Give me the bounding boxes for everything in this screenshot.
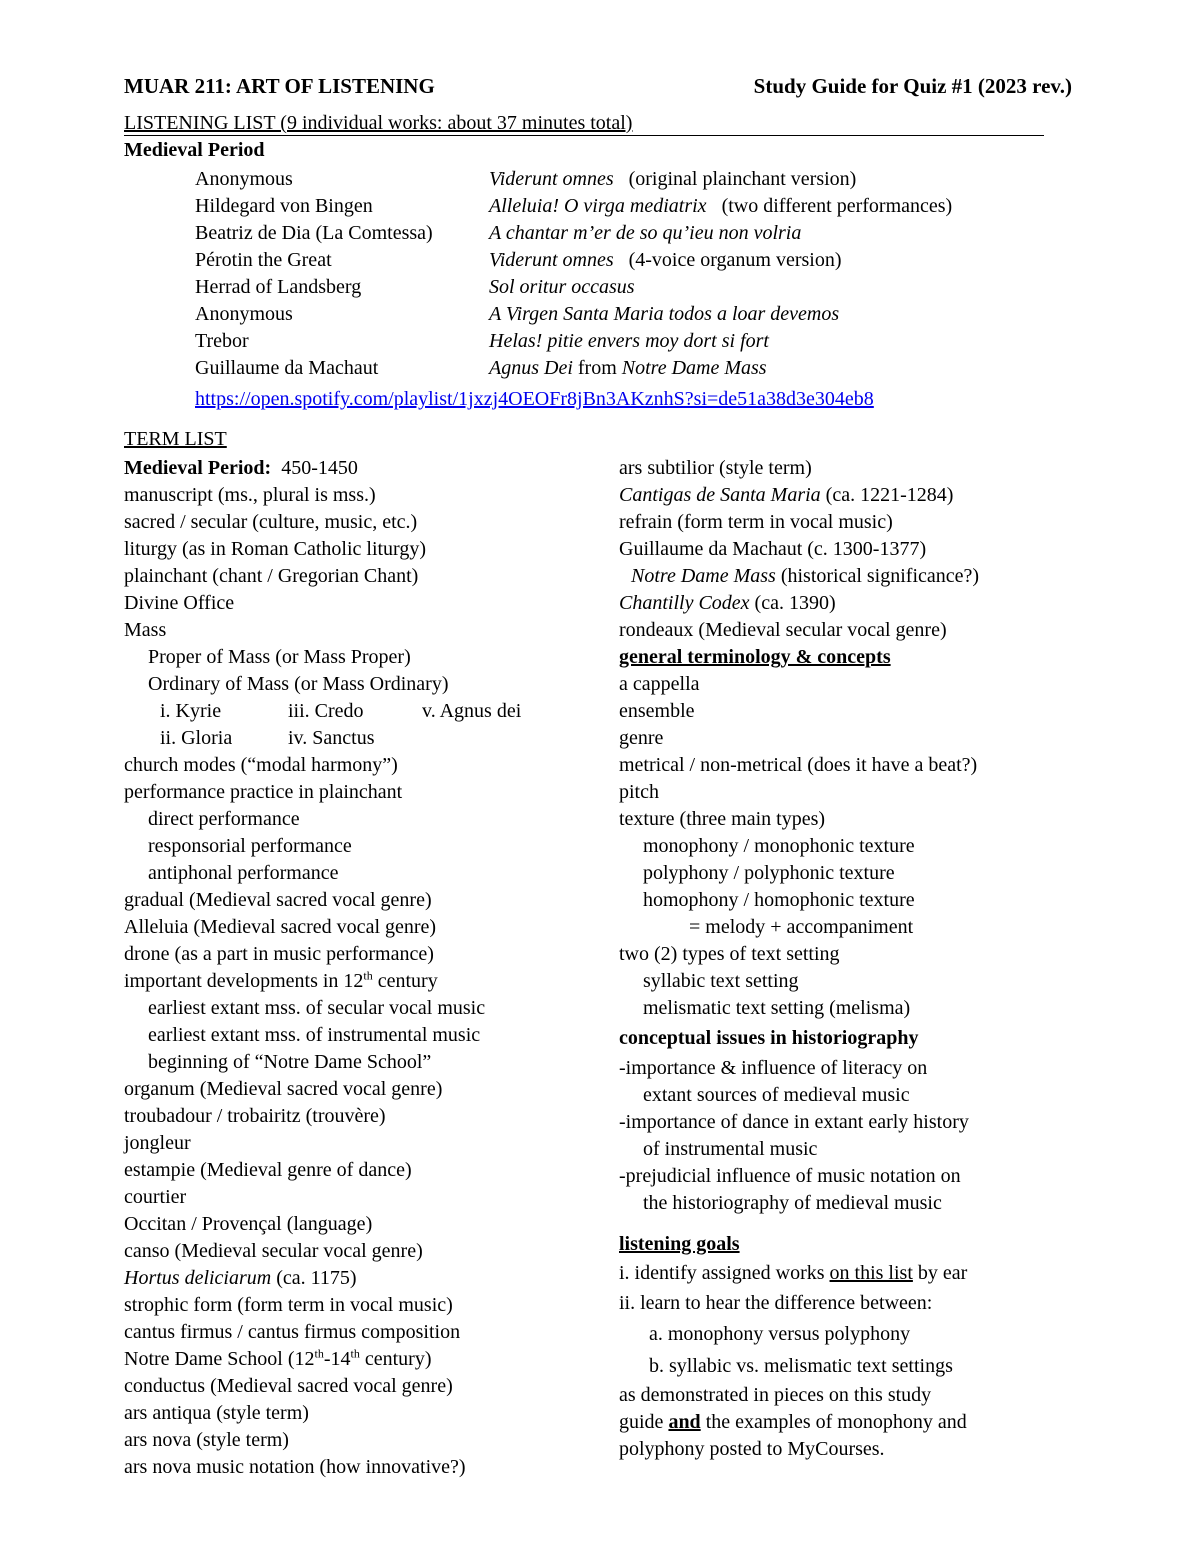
work-title: Viderunt omnes: [489, 168, 614, 190]
term-item: Alleluia (Medieval sacred vocal genre): [124, 916, 437, 938]
goal-subitem: a. monophony versus polyphony: [649, 1323, 911, 1345]
term-item: performance practice in plainchant: [124, 781, 403, 803]
term-period-label: Medieval Period:: [124, 457, 272, 479]
term-title: Notre Dame Mass: [631, 565, 776, 587]
term-subitem: monophony / monophonic texture: [643, 835, 915, 857]
work-composer: Trebor: [195, 330, 249, 352]
issue-item: -importance of dance in extant early history: [619, 1111, 969, 1133]
term-item: two (2) types of text setting: [619, 943, 840, 965]
term-item: pitch: [619, 781, 659, 803]
term-item: gradual (Medieval sacred vocal genre): [124, 889, 432, 911]
conceptual-issues-heading: conceptual issues in historiography: [619, 1027, 919, 1049]
work-title-cell: [489, 328, 769, 355]
work-composer: Anonymous: [195, 303, 293, 325]
term-item: Guillaume da Machaut (c. 1300-1377): [619, 538, 927, 560]
goal-emphasis: and: [668, 1411, 701, 1433]
term-item: jongleur: [124, 1132, 191, 1154]
goal-text: guide: [619, 1411, 669, 1433]
work-composer: Beatriz de Dia (La Comtessa): [195, 222, 433, 244]
work-title-secondary: Notre Dame Mass: [621, 357, 767, 379]
term-subitem: earliest extant mss. of instrumental music: [148, 1024, 481, 1046]
work-title: Agnus Dei: [489, 357, 573, 379]
listening-list-heading: [124, 112, 1044, 136]
issue-item: -prejudicial influence of music notation on: [619, 1165, 961, 1187]
goal-text: i. identify assigned works: [619, 1262, 830, 1284]
listening-list-heading-text: LISTENING LIST (9 individual works: about 37 minutes total): [124, 112, 633, 134]
term-list-left-column: [124, 455, 604, 1481]
work-title: Helas! pitie envers moy dort si fort: [489, 330, 769, 352]
mass-part: iv. Sanctus: [288, 727, 375, 749]
goal-item: ii. learn to hear the difference between:: [619, 1292, 933, 1314]
goal-text: the examples of monophony and: [700, 1411, 967, 1433]
work-note: (two different performances): [721, 195, 953, 217]
term-item: cantus firmus / cantus firmus composition: [124, 1321, 461, 1343]
term-text: important developments in 12: [124, 970, 364, 992]
term-superscript: th: [350, 1346, 360, 1361]
general-terminology-heading: general terminology & concepts: [619, 646, 891, 668]
issue-item: extant sources of medieval music: [643, 1084, 910, 1106]
work-note: (4-voice organum version): [628, 249, 842, 271]
term-item-developments: [124, 968, 604, 995]
work-composer: Guillaume da Machaut: [195, 357, 379, 379]
work-title-cell: [489, 166, 856, 193]
term-text: (historical significance?): [775, 565, 980, 587]
term-item: liturgy (as in Roman Catholic liturgy): [124, 538, 427, 560]
term-list-heading: TERM LIST: [124, 428, 227, 450]
work-title-cell: [489, 220, 801, 247]
term-item: ensemble: [619, 700, 695, 722]
term-subitem: Ordinary of Mass (or Mass Ordinary): [148, 673, 449, 695]
term-text: century: [372, 970, 438, 992]
work-title-cell: [489, 355, 767, 382]
work-composer: Herrad of Landsberg: [195, 276, 362, 298]
term-subitem: homophony / homophonic texture: [643, 889, 915, 911]
term-text: Notre Dame School (12: [124, 1348, 315, 1370]
work-title: A chantar m’er de so qu’ieu non volria: [489, 222, 802, 244]
term-item: conductus (Medieval sacred vocal genre): [124, 1375, 453, 1397]
term-item: ars antiqua (style term): [124, 1402, 309, 1424]
mass-part: i. Kyrie: [160, 700, 222, 722]
term-period: [124, 455, 604, 482]
term-subitem: = melody + accompaniment: [689, 916, 914, 938]
term-item: drone (as a part in music performance): [124, 943, 434, 965]
term-item: Occitan / Provençal (language): [124, 1213, 373, 1235]
mass-ordinary-row: [124, 725, 604, 752]
term-subitem: syllabic text setting: [643, 970, 799, 992]
guide-title: Study Guide for Quiz #1 (2023 rev.): [753, 74, 1072, 98]
term-period-range: 450-1450: [281, 457, 358, 479]
goal-text: by ear: [912, 1262, 968, 1284]
goal-text-line: as demonstrated in pieces on this study: [619, 1384, 932, 1406]
term-item: manuscript (ms., plural is mss.): [124, 484, 376, 506]
listening-goals-heading: listening goals: [619, 1233, 740, 1255]
mass-part: ii. Gloria: [160, 727, 233, 749]
term-text: century): [359, 1348, 432, 1370]
mass-ordinary-row: [124, 698, 604, 725]
term-subitem: antiphonal performance: [148, 862, 339, 884]
work-title-cell: [489, 247, 842, 274]
term-text: (ca. 1221-1284): [820, 484, 954, 506]
term-item: Mass: [124, 619, 167, 641]
term-title: Chantilly Codex: [619, 592, 750, 614]
term-title: Cantigas de Santa Maria: [619, 484, 821, 506]
term-item-notre-dame-school: [124, 1346, 604, 1373]
page-header: [124, 74, 1072, 102]
term-superscript: th: [363, 968, 373, 983]
issue-item: -importance & influence of literacy on: [619, 1057, 928, 1079]
work-composer: Hildegard von Bingen: [195, 195, 373, 217]
work-title-cell: [489, 193, 952, 220]
term-item: metrical / non-metrical (does it have a beat?): [619, 754, 978, 776]
mass-part: iii. Credo: [288, 700, 364, 722]
term-item: canso (Medieval secular vocal genre): [124, 1240, 423, 1262]
term-item: texture (three main types): [619, 808, 826, 830]
work-note: from: [577, 357, 617, 379]
mass-part: v. Agnus dei: [422, 700, 522, 722]
work-title-cell: [489, 301, 839, 328]
work-composer: Anonymous: [195, 168, 293, 190]
goal-emphasis: on this list: [829, 1262, 913, 1284]
term-item: church modes (“modal harmony”): [124, 754, 398, 776]
term-item: sacred / secular (culture, music, etc.): [124, 511, 418, 533]
term-item: courtier: [124, 1186, 187, 1208]
term-subitem: responsorial performance: [148, 835, 352, 857]
work-composer: Pérotin the Great: [195, 249, 332, 271]
issue-item: the historiography of medieval music: [643, 1192, 942, 1214]
term-item: strophic form (form term in vocal music): [124, 1294, 453, 1316]
spotify-playlist-link[interactable]: https://open.spotify.com/playlist/1jxzj4OEOFr8jBn3AKznhS?si=de51a38d3e304eb8: [195, 388, 874, 410]
term-item: refrain (form term in vocal music): [619, 511, 893, 533]
issue-item: of instrumental music: [643, 1138, 818, 1160]
term-text: -14: [323, 1348, 351, 1370]
term-item: estampie (Medieval genre of dance): [124, 1159, 412, 1181]
term-subitem: beginning of “Notre Dame School”: [148, 1051, 432, 1073]
term-item: genre: [619, 727, 664, 749]
term-item-notre-dame-mass: [619, 563, 1079, 590]
term-title: Hortus deliciarum: [124, 1267, 272, 1289]
course-title: MUAR 211: ART OF LISTENING: [124, 74, 435, 98]
term-item: ars subtilior (style term): [619, 457, 812, 479]
term-item-hortus: [124, 1265, 604, 1292]
term-item-chantilly: [619, 590, 1079, 617]
term-subitem: earliest extant mss. of secular vocal music: [148, 997, 486, 1019]
term-superscript: th: [314, 1346, 324, 1361]
term-item-cantigas: [619, 482, 1079, 509]
goal-subitem: b. syllabic vs. melismatic text settings: [649, 1355, 953, 1377]
work-title: Sol oritur occasus: [489, 276, 635, 298]
term-item: ars nova (style term): [124, 1429, 289, 1451]
term-item: troubadour / trobairitz (trouvère): [124, 1105, 386, 1127]
goal-item: [619, 1258, 1079, 1288]
term-item: rondeaux (Medieval secular vocal genre): [619, 619, 947, 641]
term-text: (ca. 1175): [271, 1267, 357, 1289]
goal-text-line: polyphony posted to MyCourses.: [619, 1438, 885, 1460]
term-subitem: Proper of Mass (or Mass Proper): [148, 646, 411, 668]
listening-period-heading: Medieval Period: [124, 139, 265, 161]
work-title: A Virgen Santa Maria todos a loar devemos: [489, 303, 840, 325]
term-item: a cappella: [619, 673, 700, 695]
work-title: Viderunt omnes: [489, 249, 614, 271]
work-note: (original plainchant version): [628, 168, 857, 190]
term-list-right-column: [619, 455, 1079, 1463]
term-subitem: polyphony / polyphonic texture: [643, 862, 895, 884]
term-item: ars nova music notation (how innovative?): [124, 1456, 466, 1478]
term-subitem: melismatic text setting (melisma): [643, 997, 911, 1019]
term-item: organum (Medieval sacred vocal genre): [124, 1078, 443, 1100]
work-title: Alleluia! O virga mediatrix: [489, 195, 707, 217]
goal-text-line: [619, 1409, 1079, 1436]
term-item: plainchant (chant / Gregorian Chant): [124, 565, 419, 587]
work-title-cell: [489, 274, 635, 301]
term-text: (ca. 1390): [749, 592, 836, 614]
term-item: Divine Office: [124, 592, 235, 614]
term-subitem: direct performance: [148, 808, 300, 830]
